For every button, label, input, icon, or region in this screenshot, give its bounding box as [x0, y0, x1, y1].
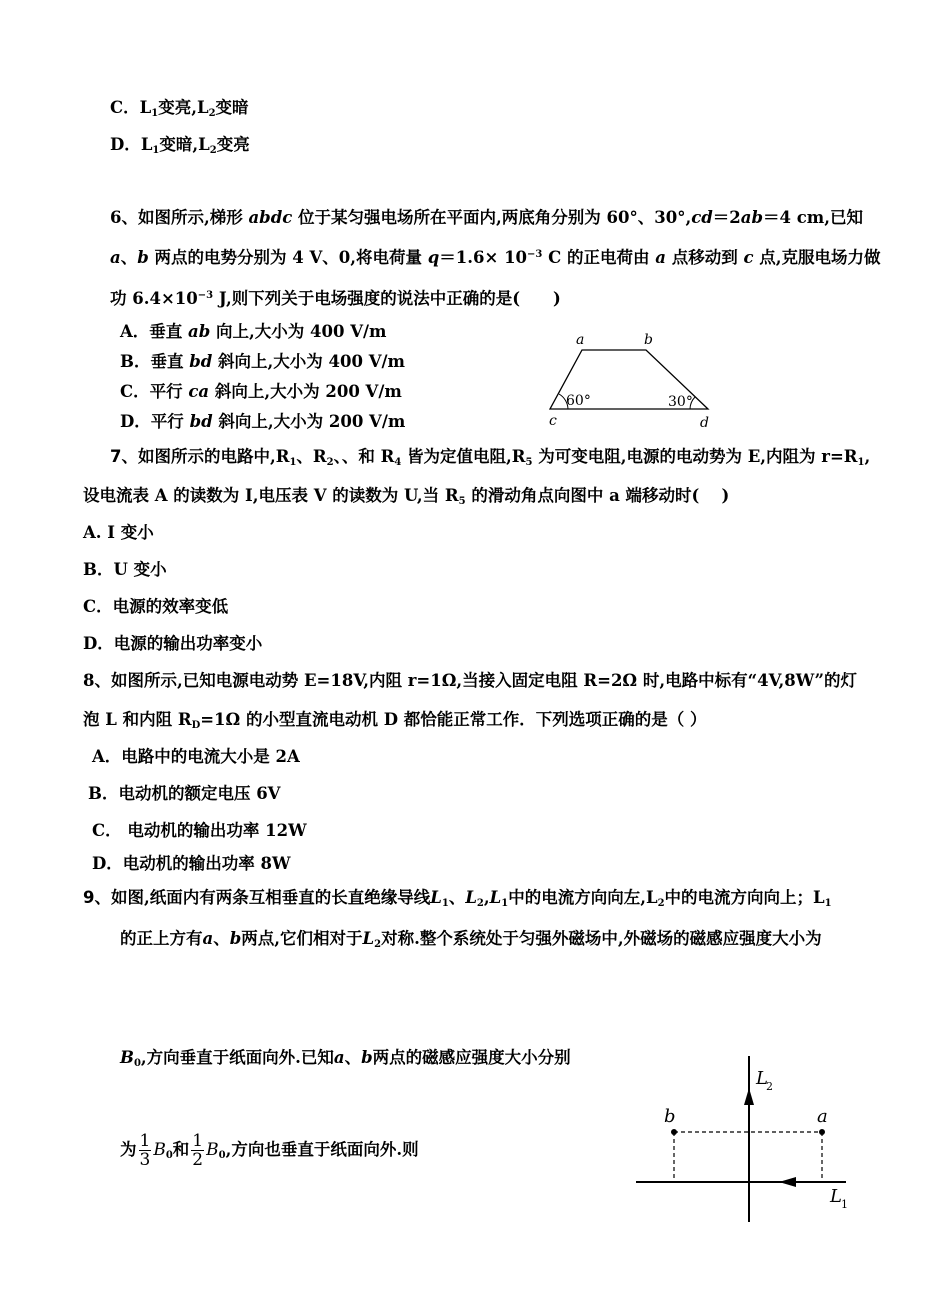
- point-b: [671, 1129, 677, 1135]
- q6-stem-line-1: 6、如图所示,梯形 abdc 位于某匀强电场所在平面内,两底角分别为 60°、30°,cd＝2ab＝4 cm,已知: [110, 208, 863, 227]
- label-l1: L: [830, 1186, 842, 1207]
- q6-stem-line-2: a、b 两点的电势分别为 4 V、0,将电荷量 $q=1.6\times 10^{-3}$ C 的正电荷由 a 点移动到 c 点,克服电场力做: [110, 248, 881, 267]
- q5-option-d: D．$L_1$变暗$,L_2$变亮: [110, 135, 250, 156]
- q8-stem-line-2: 泡 L 和内阻 $R_D=1\Omega$ 的小型直流电动机 D 都恰能正常工作．下列选项正确的是（ ）: [83, 710, 707, 731]
- label-b: b: [664, 1106, 676, 1127]
- q7-stem-line-1: 7、如图所示的电路中$,R_1$、$R_2$、、和 $R_4$ 皆为定值电阻$,R_5$ 为可变电阻,电源的电动势为 E,内阻为 $r=R_1$,: [110, 447, 871, 468]
- label-a: a: [817, 1106, 828, 1127]
- q6-option-b: B．垂直 bd 斜向上,大小为 400 V/m: [120, 352, 405, 371]
- angle-label-30: 30°: [668, 394, 693, 410]
- q7-stem-line-2: 设电流表 A 的读数为 I,电压表 V 的读数为 U,当 $R_5$ 的滑动角点向图中 a 端移动时( ): [83, 486, 730, 507]
- q6-option-a: A．垂直 ab 向上,大小为 400 V/m: [120, 322, 387, 341]
- q7-option-a: A. I 变小: [83, 523, 154, 542]
- point-a: [819, 1129, 825, 1135]
- q8-option-a: A．电路中的电流大小是 2A: [92, 747, 300, 766]
- arrow-up-icon: [744, 1088, 754, 1105]
- q9-stem-line-4: 为 $\frac{1}{3}$ $B_0$和 $\frac{1}{2}$ $B_0$,方向也垂直于纸面向外.则: [120, 1131, 419, 1170]
- q6-option-d: D．平行 bd 斜向上,大小为 200 V/m: [120, 412, 406, 431]
- q7-option-b: B．U 变小: [83, 560, 167, 579]
- q6-option-c: C．平行 ca 斜向上,大小为 200 V/m: [120, 382, 402, 401]
- vertex-label-a: a: [576, 332, 585, 348]
- q9-stem-line-2: 的正上方有a、b两点,它们相对于$L_2$对称.整个系统处于匀强外磁场中,外磁场的磁感应强度大小为: [120, 929, 822, 950]
- q8-option-d: D．电动机的输出功率 8W: [92, 854, 291, 873]
- label-l2: L: [756, 1068, 768, 1089]
- label-l1-sub: 1: [841, 1198, 848, 1211]
- q9-stem-line-1: 9、如图,纸面内有两条互相垂直的长直绝缘导线$L_1$、$L_2,L_1$中的电流方向向左$,L_2$中的电流方向向上；$L_1$: [83, 888, 832, 909]
- angle-label-60: 60°: [566, 393, 591, 409]
- vertex-label-d: d: [700, 415, 709, 430]
- q6-stem-line-3: 功 $6.4\times 10^{-3}$ J,则下列关于电场强度的说法中正确的是( ): [110, 289, 561, 308]
- q5-option-c: C．$L_1$变亮$,L_2$变暗: [110, 98, 249, 119]
- fraction-one-half: $\frac{1}{2}$: [192, 1131, 204, 1170]
- label-l2-sub: 2: [766, 1080, 773, 1093]
- q8-stem-line-1: 8、如图所示,已知电源电动势 E=18V,内阻 r=1Ω,当接入固定电阻 R=2Ω 时,电路中标有“4V,8W”的灯: [83, 671, 858, 690]
- q9-wires-figure: [630, 1050, 860, 1225]
- fraction-one-third: $\frac{1}{3}$: [139, 1131, 151, 1170]
- q7-option-d: D．电源的输出功率变小: [83, 634, 263, 653]
- q7-option-c: C．电源的效率变低: [83, 597, 229, 616]
- arrow-left-icon: [779, 1177, 796, 1187]
- q9-stem-line-3: $B_0$,方向垂直于纸面向外.已知a、b两点的磁感应强度大小分别: [120, 1048, 571, 1069]
- vertex-label-b: b: [644, 332, 653, 348]
- vertex-label-c: c: [549, 413, 557, 429]
- q6-trapezoid-figure: [540, 328, 720, 430]
- q8-option-b: B．电动机的额定电压 6V: [88, 784, 281, 803]
- q8-option-c: C． 电动机的输出功率 12W: [92, 821, 307, 840]
